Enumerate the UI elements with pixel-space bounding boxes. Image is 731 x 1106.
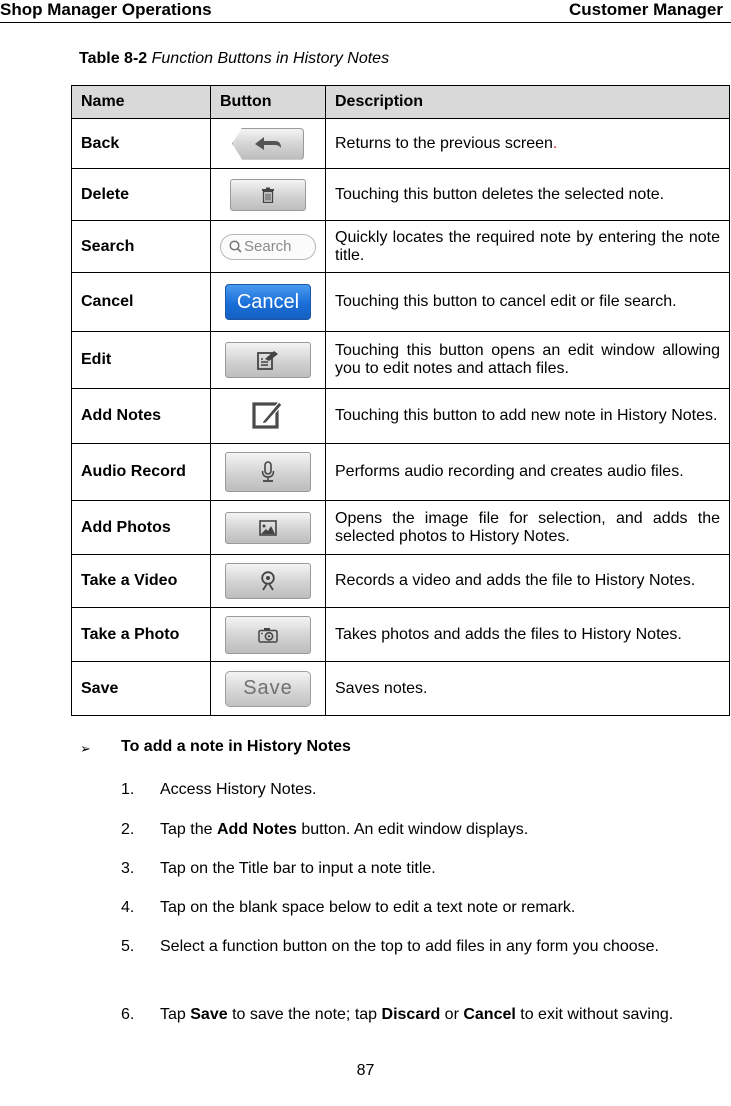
row-description: Touching this button to cancel edit or file search. — [326, 273, 730, 332]
column-header-description: Description — [326, 86, 730, 119]
table-header-row — [72, 86, 730, 119]
cancel-button[interactable]: Cancel — [225, 284, 311, 320]
row-name: Audio Record — [72, 444, 211, 501]
row-name: Edit — [72, 332, 211, 389]
back-arrow-icon — [253, 136, 283, 152]
table-row — [72, 555, 730, 608]
row-name: Add Photos — [72, 501, 211, 555]
row-name: Delete — [72, 169, 211, 221]
page-header — [0, 0, 731, 23]
table-row — [72, 662, 730, 716]
header-section-title: Shop Manager Operations — [0, 0, 212, 19]
header-chapter-title: Customer Manager — [569, 0, 723, 19]
row-description: Takes photos and adds the files to History Notes. — [326, 608, 730, 662]
row-description: Touching this button deletes the selected note. — [326, 169, 730, 221]
arrow-bullet-icon: ➢ — [80, 741, 91, 756]
function-buttons-table — [71, 85, 730, 716]
caption-title: Function Buttons in History Notes — [151, 50, 390, 67]
add-photos-button[interactable] — [225, 512, 311, 544]
delete-button[interactable] — [230, 179, 306, 211]
row-name: Back — [72, 119, 211, 169]
table-row — [72, 221, 730, 273]
row-description: Quickly locates the required note by entering the note title. — [326, 221, 730, 273]
microphone-icon — [261, 461, 275, 483]
table-row — [72, 169, 730, 221]
procedure-title: To add a note in History Notes — [121, 738, 351, 755]
row-description: Returns to the previous screen — [335, 134, 553, 152]
row-description: Records a video and adds the file to History Notes. — [326, 555, 730, 608]
search-placeholder: Search — [244, 238, 292, 255]
column-header-name: Name — [72, 86, 211, 119]
row-description: Opens the image file for selection, and adds the selected photos to History Notes. — [326, 501, 730, 555]
image-icon — [259, 520, 277, 536]
row-description: Touching this button to add new note in History Notes. — [326, 389, 730, 444]
row-name: Add Notes — [72, 389, 211, 444]
row-name: Cancel — [72, 273, 211, 332]
table-row — [72, 389, 730, 444]
table-row — [72, 444, 730, 501]
webcam-icon — [260, 571, 276, 591]
table-row: Back Returns to the previous screen. — [72, 119, 730, 169]
row-name: Take a Photo — [72, 608, 211, 662]
page-number: 87 — [356, 1062, 375, 1079]
take-photo-button[interactable] — [225, 616, 311, 654]
row-name: Search — [72, 221, 211, 273]
row-description: Saves notes. — [326, 662, 730, 716]
camera-icon — [258, 627, 278, 643]
table-caption — [79, 50, 389, 68]
table-row — [72, 501, 730, 555]
trash-icon — [261, 187, 275, 203]
back-button[interactable] — [232, 128, 304, 160]
row-description: Touching this button opens an edit window allowing you to edit notes and attach files. — [326, 332, 730, 389]
caption-label: Table 8-2 — [79, 50, 148, 67]
table-row — [72, 273, 730, 332]
search-input[interactable] — [220, 234, 316, 260]
save-button[interactable]: Save — [225, 671, 311, 707]
edit-button[interactable] — [225, 342, 311, 378]
table-row — [72, 608, 730, 662]
column-header-button: Button — [211, 86, 326, 119]
take-video-button[interactable] — [225, 563, 311, 599]
row-name: Save — [72, 662, 211, 716]
audio-record-button[interactable] — [225, 452, 311, 492]
search-icon — [229, 240, 242, 253]
add-notes-button[interactable] — [251, 397, 285, 436]
edit-note-icon — [257, 350, 279, 370]
row-name: Take a Video — [72, 555, 211, 608]
pencil-square-icon — [251, 397, 285, 431]
row-description: Performs audio recording and creates audio files. — [326, 444, 730, 501]
table-row — [72, 332, 730, 389]
